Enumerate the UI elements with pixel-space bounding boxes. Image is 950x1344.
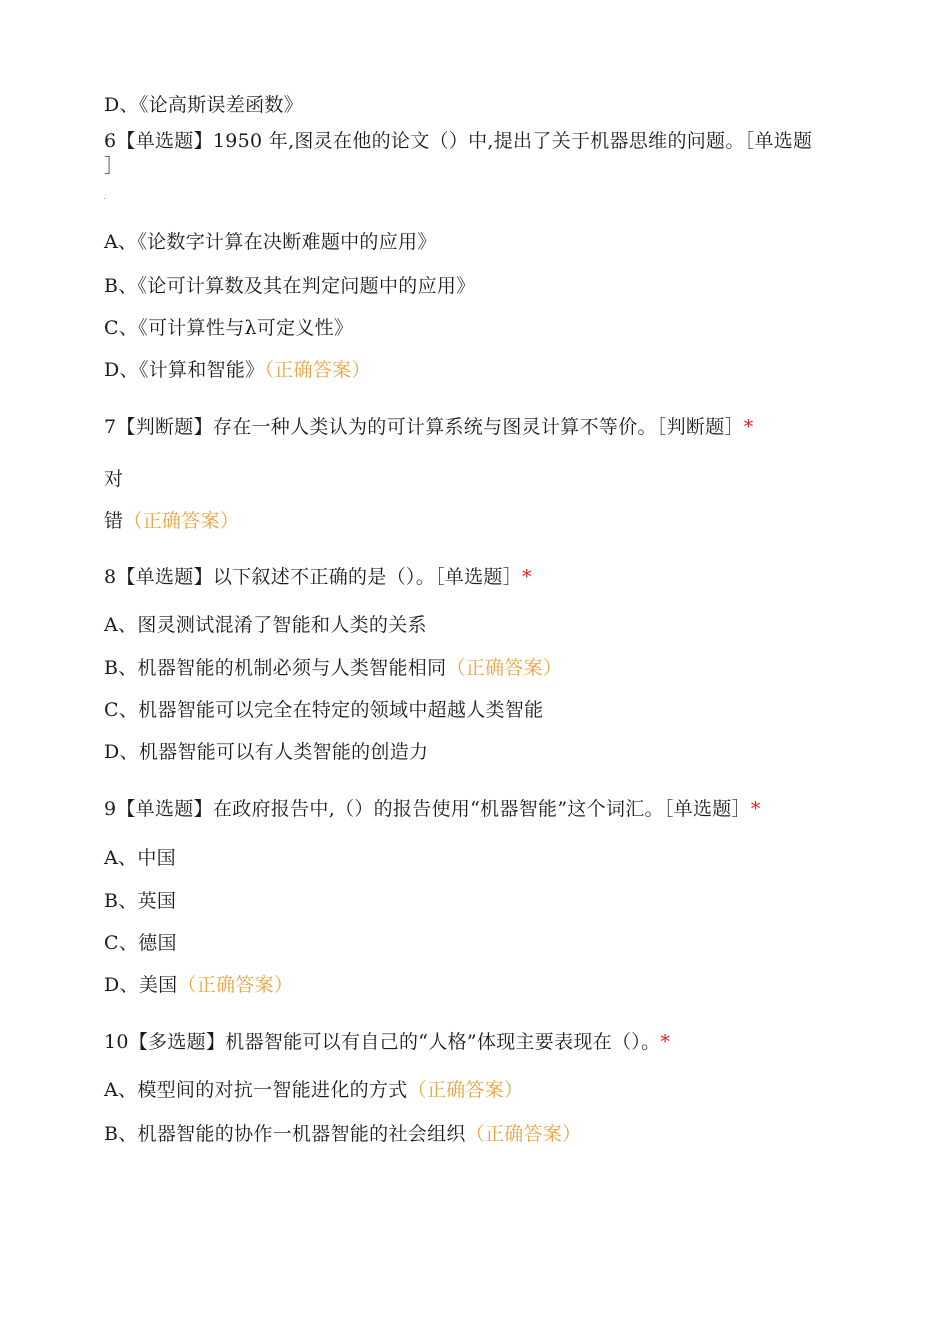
q9-title	[104, 797, 761, 821]
q9-option-c	[104, 931, 177, 955]
q9-option-b	[104, 889, 176, 913]
q6-option-b	[104, 274, 475, 298]
q7-option-false	[104, 509, 239, 533]
question-text: 8【单选题】以下叙述不正确的是（）。［单选题］	[104, 566, 522, 588]
q8-option-a	[104, 613, 427, 637]
option-text: D、美国	[104, 974, 178, 996]
q7-option-true	[104, 467, 123, 491]
question-text-cont: ］	[104, 155, 124, 177]
option-text: D、机器智能可以有人类智能的创造力	[104, 741, 429, 763]
question-text: 7【判断题】存在一种人类认为的可计算系统与图灵计算不等价。［判断题］	[104, 416, 744, 438]
q5-option-d	[104, 93, 303, 117]
required-asterisk: *	[522, 566, 532, 588]
option-text: A、《论数字计算在决断难题中的应用》	[104, 231, 437, 253]
required-asterisk: *	[743, 416, 754, 438]
correct-answer-label: （正确答案）	[446, 657, 563, 679]
q9-option-d	[104, 973, 293, 997]
option-text: A、模型间的对抗一智能进化的方式	[104, 1079, 408, 1101]
option-text: C、机器智能可以完全在特定的领域中超越人类智能	[104, 699, 544, 721]
q8-option-d	[104, 740, 428, 764]
correct-answer-label: （正确答案）	[465, 1123, 582, 1145]
correct-answer-label: （正确答案）	[264, 359, 371, 381]
q6-option-a	[104, 230, 437, 254]
required-asterisk: *	[660, 1031, 671, 1053]
q6-title	[104, 129, 812, 153]
q10-title	[104, 1030, 670, 1054]
q6-option-c	[104, 316, 353, 340]
q10-option-b	[104, 1122, 581, 1146]
option-text: A、中国	[104, 847, 176, 869]
q10-option-a	[104, 1078, 523, 1102]
q8-title	[104, 565, 532, 589]
required-asterisk: *	[750, 798, 761, 820]
q9-option-a	[104, 846, 176, 870]
correct-answer-label: （正确答案）	[177, 974, 294, 996]
option-text: B、机器智能的机制必须与人类智能相同	[104, 657, 447, 679]
question-text: 6【单选题】1950 年,图灵在他的论文（）中,提出了关于机器思维的问题。［单选题	[104, 130, 813, 152]
option-text: B、机器智能的协作一机器智能的社会组织	[104, 1123, 466, 1145]
option-text: 错	[104, 510, 124, 532]
q6-option-d	[104, 358, 371, 382]
option-text: C、德国	[104, 932, 177, 954]
correct-answer-label: （正确答案）	[407, 1079, 524, 1101]
question-text: 10【多选题】机器智能可以有自己的“人格”体现主要表现在（）。	[104, 1031, 661, 1053]
question-text: 9【单选题】在政府报告中,（）的报告使用“机器智能”这个词汇。［单选题］	[104, 798, 751, 820]
stray-dot	[104, 198, 105, 199]
correct-answer-label: （正确答案）	[123, 510, 240, 532]
q8-option-b	[104, 656, 562, 680]
option-text: C、《可计算性与λ可定义性》	[104, 317, 354, 339]
option-text: 对	[104, 468, 124, 490]
q7-title	[104, 415, 754, 439]
q8-option-c	[104, 698, 543, 722]
q6-title-cont	[104, 154, 123, 178]
option-text: D、《计算和智能》	[104, 359, 265, 381]
option-text: B、《论可计算数及其在判定问题中的应用》	[104, 275, 476, 297]
option-text: D、《论高斯误差函数》	[104, 94, 304, 116]
option-text: B、英国	[104, 890, 177, 912]
option-text: A、图灵测试混淆了智能和人类的关系	[104, 614, 427, 636]
